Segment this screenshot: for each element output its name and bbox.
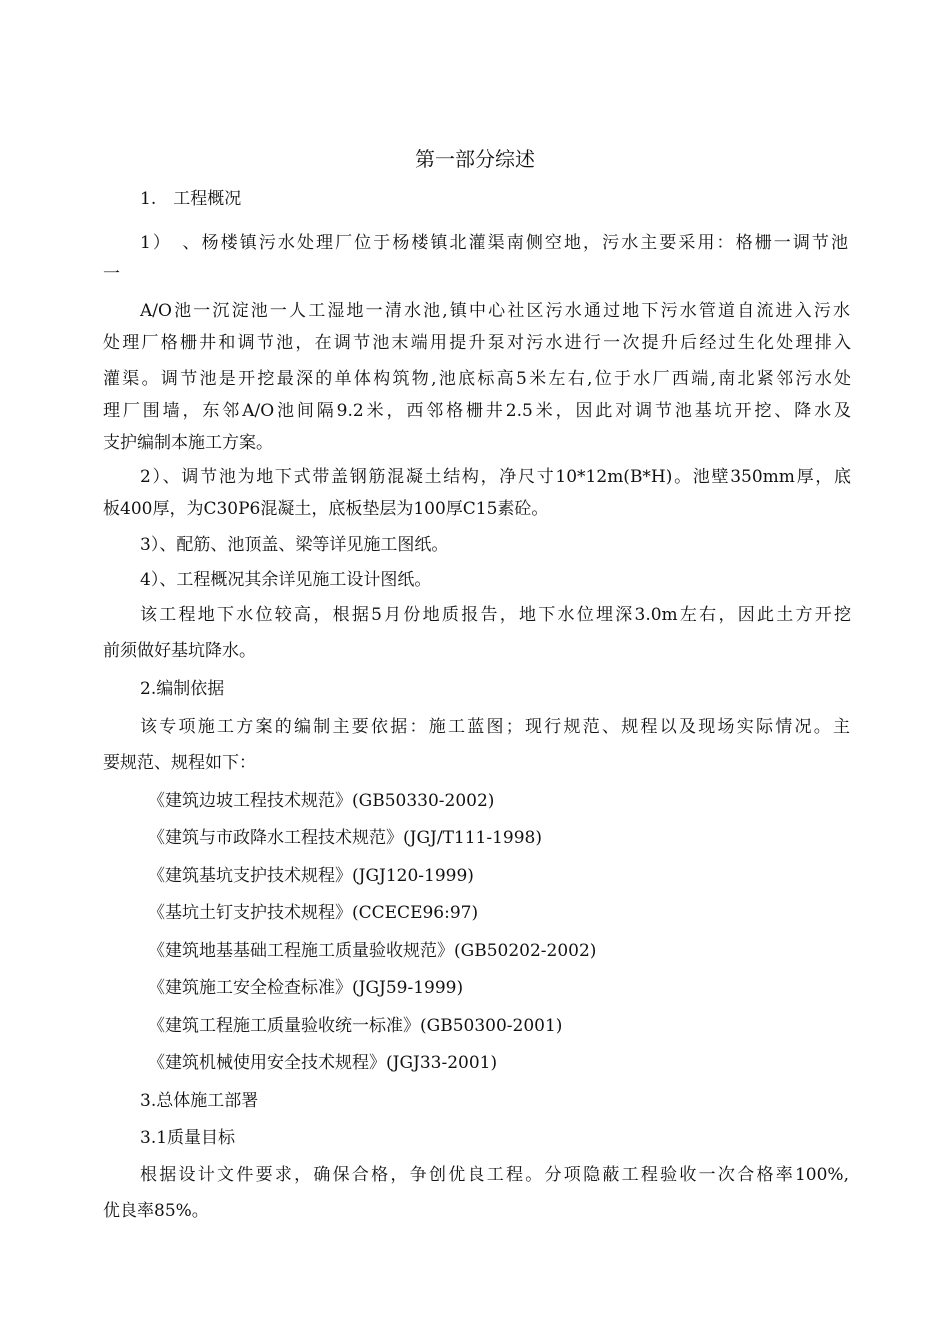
reference-item: 《基坑土钉支护技术规程》(CCECE96:97)	[148, 903, 479, 923]
section-heading: 3.总体施工部署	[140, 1091, 259, 1111]
paragraph-line: 2）、调节池为地下式带盖钢筋混凝土结构，净尺寸10*12m(B*H)。池壁350mm厚，底	[140, 467, 851, 487]
paragraph-line: 优良率85%。	[103, 1201, 209, 1221]
paragraph-line: 前须做好基坑降水。	[103, 641, 256, 661]
reference-item: 《建筑边坡工程技术规范》(GB50330-2002)	[148, 791, 495, 811]
section-heading: 1. 工程概况	[140, 189, 242, 209]
paragraph-line: 支护编制本施工方案。	[103, 433, 273, 453]
paragraph-line: 根据设计文件要求，确保合格，争创优良工程。分项隐蔽工程验收一次合格率100%,	[140, 1165, 849, 1185]
paragraph-line: 该专项施工方案的编制主要依据：施工蓝图；现行规范、规程以及现场实际情况。主	[140, 717, 850, 737]
reference-item: 《建筑机械使用安全技术规程》(JGJ33-2001)	[148, 1053, 498, 1073]
paragraph-line: 一	[103, 264, 120, 284]
paragraph-line: 该工程地下水位较高，根据5月份地质报告，地下水位埋深3.0m左右，因此土方开挖	[140, 605, 851, 625]
paragraph-line: 理厂围墙，东邻A/O池间隔9.2米，西邻格栅井2.5米，因此对调节池基坑开挖、降水及	[103, 401, 851, 421]
reference-item: 《建筑基坑支护技术规程》(JGJ120-1999)	[148, 866, 474, 886]
page-title: 第一部分综述	[415, 147, 535, 171]
section-heading: 2.编制依据	[140, 679, 225, 699]
reference-item: 《建筑工程施工质量验收统一标准》(GB50300-2001)	[148, 1016, 563, 1036]
subsection-heading: 3.1质量目标	[140, 1128, 236, 1148]
paragraph-line: 1） 、杨楼镇污水处理厂位于杨楼镇北灌渠南侧空地，污水主要采用：格栅一调节池	[140, 233, 848, 253]
paragraph-line: 板400厚，为C30P6混凝土，底板垫层为100厚C15素砼。	[103, 499, 549, 519]
paragraph-line: 处理厂格栅井和调节池，在调节池末端用提升泵对污水进行一次提升后经过生化处理排入	[103, 333, 851, 353]
paragraph-line: 要规范、规程如下：	[103, 753, 256, 773]
reference-item: 《建筑地基基础工程施工质量验收规范》(GB50202-2002)	[148, 941, 597, 961]
paragraph-line: 3）、配筋、池顶盖、梁等详见施工图纸。	[140, 535, 449, 555]
paragraph-line: 灌渠。调节池是开挖最深的单体构筑物,池底标高5米左右,位于水厂西端,南北紧邻污水处	[103, 369, 851, 389]
reference-item: 《建筑与市政降水工程技术规范》(JGJ/T111-1998)	[148, 828, 542, 848]
paragraph-line: 4）、工程概况其余详见施工设计图纸。	[140, 570, 432, 590]
reference-item: 《建筑施工安全检查标准》(JGJ59-1999)	[148, 978, 464, 998]
paragraph-line: A/O池一沉淀池一人工湿地一清水池,镇中心社区污水通过地下污水管道自流进入污水	[140, 301, 850, 321]
